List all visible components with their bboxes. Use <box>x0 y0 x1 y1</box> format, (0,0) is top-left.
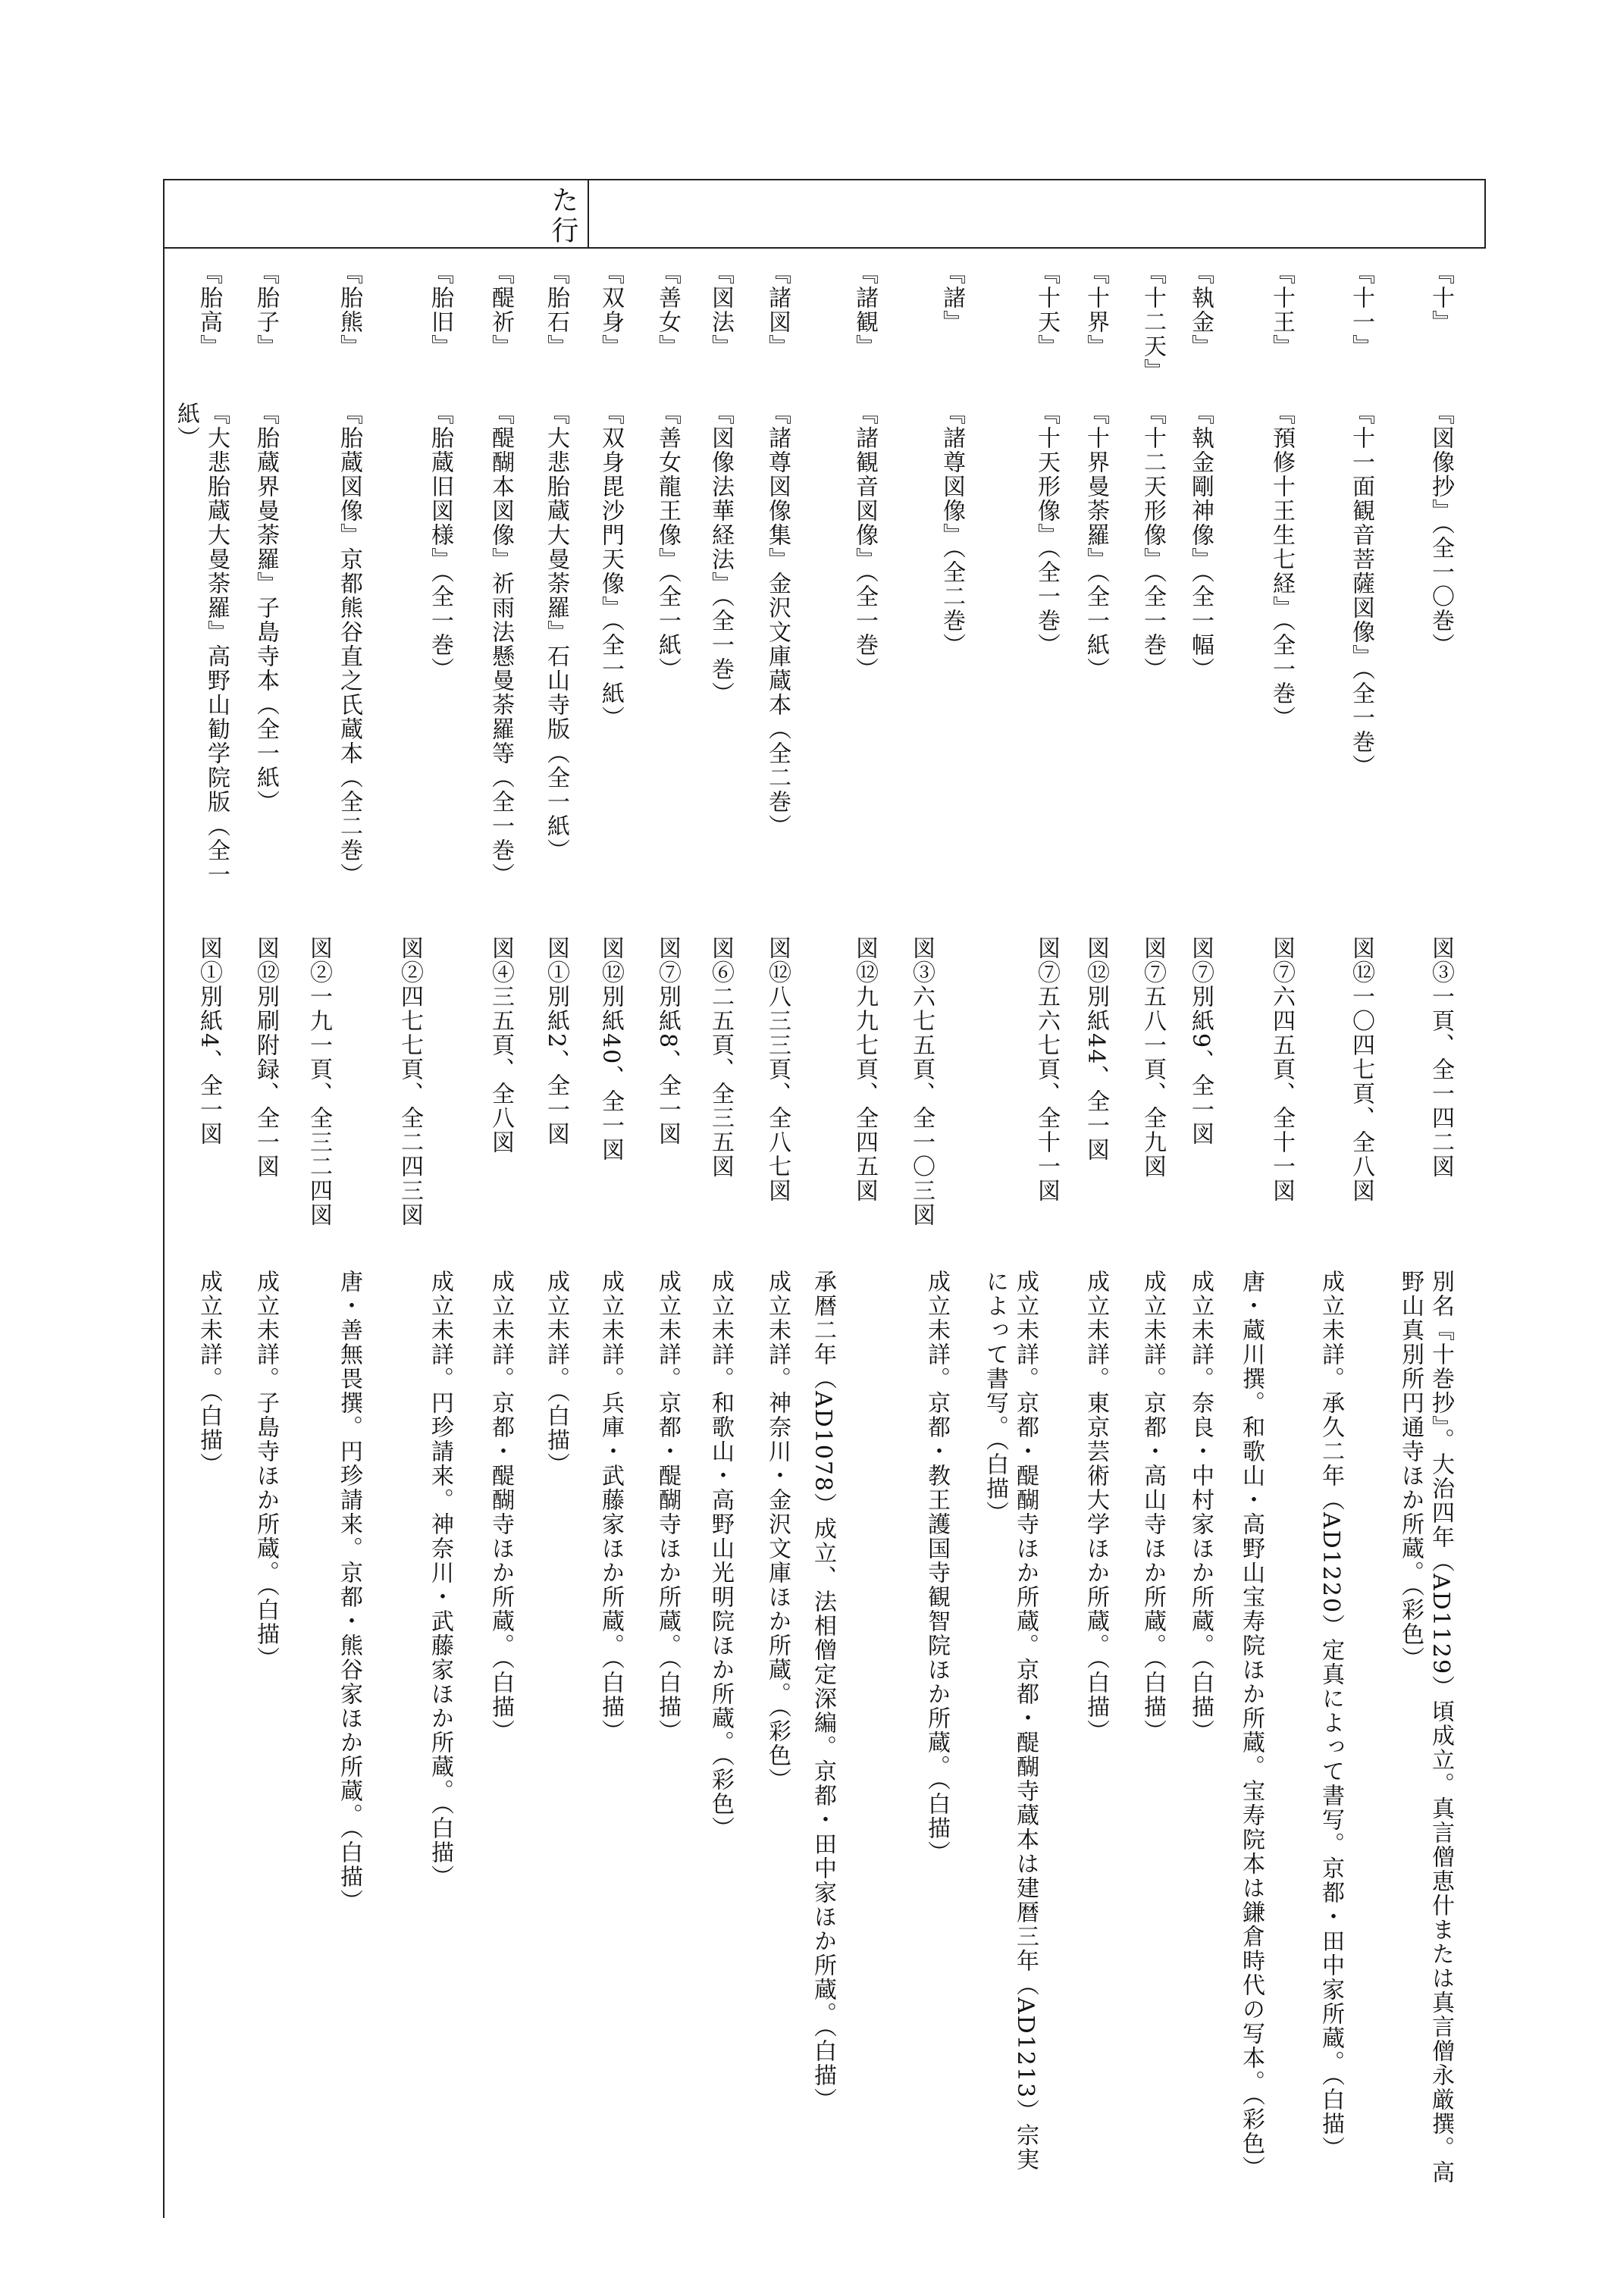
entry-abbr: 『諸観』 <box>851 262 878 359</box>
entry-ref: 図⑫別紙40、全一図 <box>597 936 624 1163</box>
entry-title: 『胎蔵図像』京都熊谷直之氏蔵本（全二巻） <box>336 402 362 887</box>
entry-ref: 図⑦五六七頁、全十一図 <box>1033 936 1060 1203</box>
entry-abbr: 『十二天』 <box>1139 262 1166 383</box>
entry-title: 『十界曼荼羅』（全一紙） <box>1083 402 1109 681</box>
entry-title: 『預修十王生七経』（全一巻） <box>1268 402 1295 730</box>
entry-ref: 図⑥二五頁、全三五図 <box>707 936 734 1179</box>
entry-ref: 図⑫八三三頁、全八七図 <box>764 936 791 1203</box>
entry-ref: 図⑦六四五頁、全十一図 <box>1268 936 1295 1203</box>
entry-abbr: 『胎子』 <box>252 262 279 359</box>
entry-abbr: 『十王』 <box>1268 262 1295 359</box>
entry-note: 成立未詳。東京芸術大学ほか所蔵。（白描） <box>1083 1270 1109 1743</box>
top-rule <box>163 179 1486 180</box>
entry-abbr: 『双身』 <box>597 262 624 359</box>
entry-note: 成立未詳。円珍請来。神奈川・武藤家ほか所蔵。（白描） <box>427 1270 453 1889</box>
entry-abbr: 『胎熊』 <box>336 262 362 359</box>
entry-abbr: 『十天』 <box>1033 262 1060 359</box>
header-rule <box>163 247 1486 249</box>
entry-ref: 図④三五頁、全八図 <box>487 936 514 1154</box>
entry-note: 成立未詳。京都・教王護国寺観智院ほか所蔵。（白描） <box>923 1270 950 1865</box>
entry-note: 成立未詳。京都・高山寺ほか所蔵。（白描） <box>1139 1270 1166 1743</box>
entry-ref: 図①別紙2、全一図 <box>543 936 569 1147</box>
entry-abbr: 『胎旧』 <box>427 262 453 359</box>
entry-abbr: 『醍祈』 <box>487 262 514 359</box>
entry-title: 『大悲胎蔵大曼荼羅』石山寺版（全一紙） <box>543 402 569 863</box>
entry-title: 『執金剛神像』（全一幅） <box>1187 402 1214 681</box>
entry-ref: 図⑫一〇四七頁、全八図 <box>1348 936 1374 1203</box>
entry-ref: 図③一頁、全一四二図 <box>1428 936 1454 1179</box>
entry-title: 『諸尊図像』（全二巻） <box>939 402 965 657</box>
entry-title: 『善女龍王像』（全一紙） <box>654 402 681 681</box>
entry-ref: 図⑦別紙8、全一図 <box>654 936 681 1147</box>
entry-note: 成立未詳。神奈川・金沢文庫ほか所蔵。（彩色） <box>764 1270 791 1792</box>
entry-title: 『胎蔵旧図様』（全一巻） <box>427 402 453 681</box>
entry-title: 『十天形像』（全一巻） <box>1033 402 1060 657</box>
entry-ref: 図⑦五八一頁、全九図 <box>1139 936 1166 1179</box>
entry-note: 成立未詳。（白描） <box>196 1270 222 1477</box>
entry-note: 成立未詳。（白描） <box>543 1270 569 1477</box>
entry-ref: 図⑫別刷附録、全一図 <box>252 936 279 1179</box>
entry-ref: 図②一九一頁、全三二四図 <box>306 936 332 1227</box>
entry-abbr: 『執金』 <box>1187 262 1214 359</box>
entry-title: 『醍醐本図像』祈雨法懸曼荼羅等（全一巻） <box>487 402 514 887</box>
entry-abbr: 『十界』 <box>1083 262 1109 359</box>
entry-ref: 図②四七七頁、全二四三図 <box>396 936 423 1227</box>
entry-note: 成立未詳。和歌山・高野山光明院ほか所蔵。（彩色） <box>707 1270 734 1840</box>
entry-title: 『大悲胎蔵大曼荼羅』高野山勧学院版（全一紙） <box>173 402 230 887</box>
left-rule <box>163 179 165 2218</box>
entry-title: 『図像抄』（全一〇巻） <box>1428 402 1454 657</box>
entry-note: 承暦二年（AD1078）成立、法相僧定深編。京都・田中家ほか所蔵。（白描） <box>810 1270 836 2113</box>
entry-title: 『十二天形像』（全一巻） <box>1139 402 1166 681</box>
entry-abbr: 『図法』 <box>707 262 734 359</box>
entry-abbr: 『諸』 <box>939 262 965 334</box>
entry-abbr: 『十一』 <box>1348 262 1374 359</box>
entry-note: 成立未詳。兵庫・武藤家ほか所蔵。（白描） <box>597 1270 624 1743</box>
entry-abbr: 『諸図』 <box>764 262 791 359</box>
entry-abbr: 『十』 <box>1428 262 1454 334</box>
entry-note: 唐・善無畏撰。円珍請来。京都・熊谷家ほか所蔵。（白描） <box>336 1270 362 1913</box>
entry-ref: 図⑫別紙44、全一図 <box>1083 936 1109 1163</box>
entry-note: 成立未詳。子島寺ほか所蔵。（白描） <box>252 1270 279 1671</box>
entry-abbr: 『胎高』 <box>196 262 222 359</box>
entry-title: 『諸観音図像』（全一巻） <box>851 402 878 681</box>
entry-title: 『図像法華経法』（全一巻） <box>707 402 734 706</box>
entry-note: 成立未詳。承久二年（AD1220）定真によって書写。京都・田中家所蔵。（白描） <box>1318 1270 1344 2161</box>
entry-title: 『十一面観音菩薩図像』（全一巻） <box>1348 402 1374 778</box>
entry-title: 『諸尊図像集』金沢文庫蔵本（全二巻） <box>764 402 791 838</box>
entry-ref: 図①別紙4、全一図 <box>196 936 222 1147</box>
entry-ref: 図③六七五頁、全一〇三図 <box>908 936 935 1227</box>
section-label: た行 <box>547 186 578 246</box>
entry-note: 唐・蔵川撰。和歌山・高野山宝寿院ほか所蔵。宝寿院本は鎌倉時代の写本。（彩色） <box>1238 1270 1265 2180</box>
entry-note: 成立未詳。京都・醍醐寺ほか所蔵。（白描） <box>654 1270 681 1743</box>
entry-abbr: 『善女』 <box>654 262 681 359</box>
entry-note: 成立未詳。京都・醍醐寺ほか所蔵。（白描） <box>487 1270 514 1743</box>
entry-title: 『胎蔵界曼荼羅』子島寺本（全一紙） <box>252 402 279 814</box>
entry-ref: 図⑦別紙9、全一図 <box>1187 936 1214 1147</box>
entry-ref: 図⑫九九七頁、全四五図 <box>851 936 878 1203</box>
entry-note: 成立未詳。京都・醍醐寺ほか所蔵。京都・醍醐寺蔵本は建暦三年（AD1213）宗実によって書写。（白描） <box>982 1270 1039 2172</box>
right-rule <box>1484 179 1486 247</box>
section-rule <box>588 179 589 247</box>
entry-title: 『双身毘沙門天像』（全一紙） <box>597 402 624 730</box>
entry-note: 別名『十巻抄』。大治四年（AD1129）頃成立。真言僧恵什または真言僧永厳撰。高野山真別所円通寺ほか所蔵。（彩色） <box>1397 1270 1454 2185</box>
entry-note: 成立未詳。奈良・中村家ほか所蔵。（白描） <box>1187 1270 1214 1743</box>
entry-abbr: 『胎石』 <box>543 262 569 359</box>
